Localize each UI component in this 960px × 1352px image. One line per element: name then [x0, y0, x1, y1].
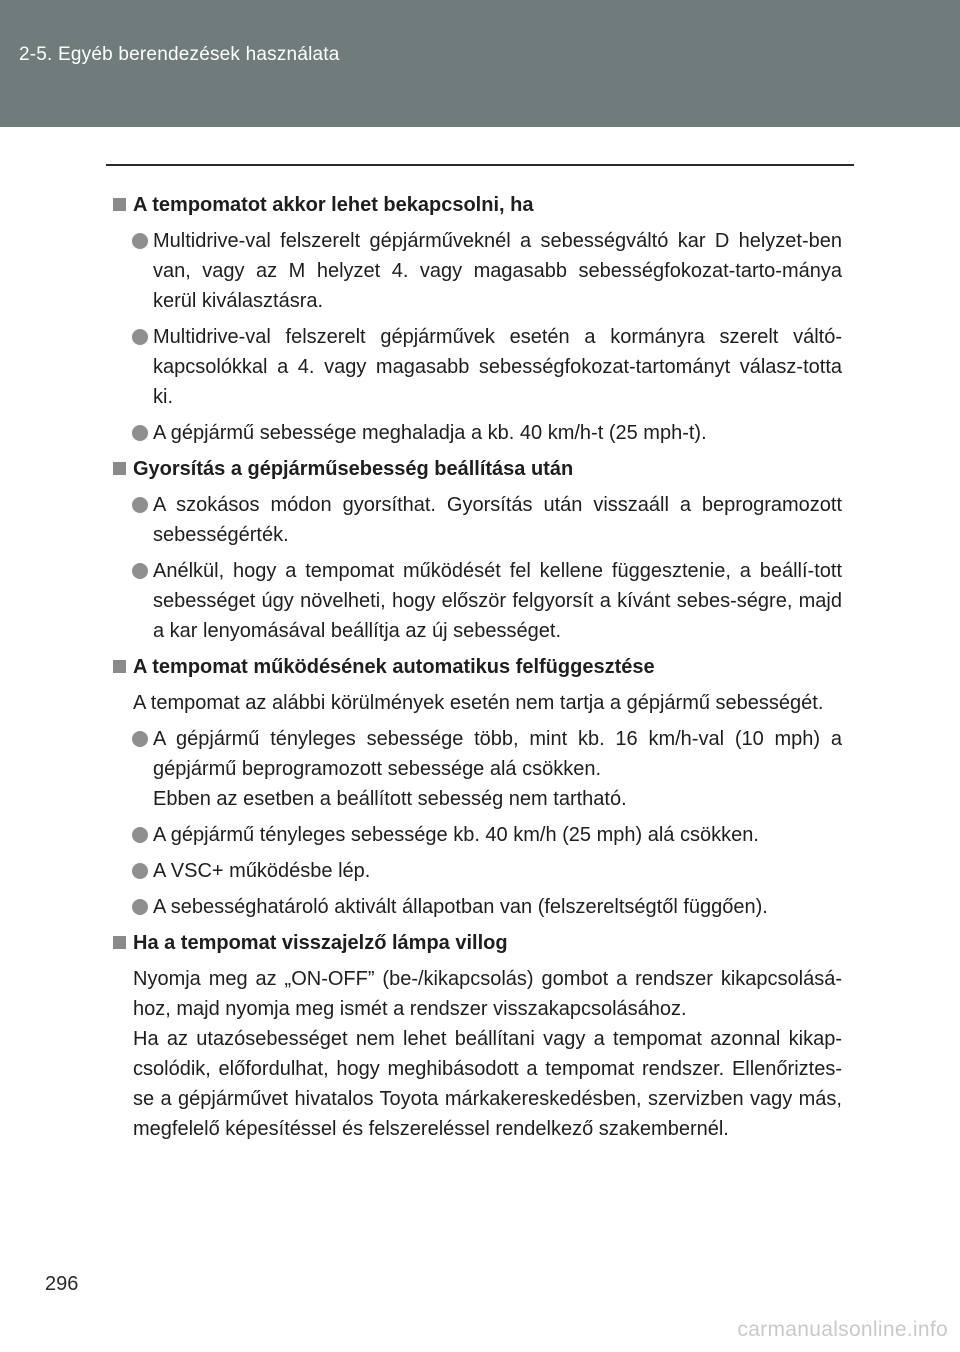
list-item-text: A gépjármű tényleges sebessége több, mint kb. 16 km/h-val (10 mph) a gépjármű beprogramozott sebessége alá csökken.: [153, 728, 842, 780]
paragraph-text: Ha az utazósebességet nem lehet beállítani vagy a tempomat azonnal kikap-csolódik, előfordulhat, hogy meghibásodott a tempomat rendszer. Ellenőriztes-se a gépjárművet hivatalos Toyota márkakereskedésben, szervizben vagy más, megfelelő képesítéssel és felszereléssel rendelkező szakembernél.: [133, 1028, 842, 1140]
main-content: [112, 190, 842, 1150]
list-item-note: Ebben az esetben a beállított sebesség nem tartható.: [153, 788, 627, 810]
square-bullet-icon: [113, 936, 126, 949]
round-bullet-icon: [132, 863, 148, 879]
list-item-text: A szokásos módon gyorsíthat. Gyorsítás után visszaáll a beprogramozott sebességérték.: [153, 494, 842, 546]
heading-text: A tempomatot akkor lehet bekapcsolni, ha: [133, 194, 534, 216]
list-item: [112, 724, 842, 814]
list-item: [112, 556, 842, 646]
heading-text: Gyorsítás a gépjárműsebesség beállítása után: [133, 458, 574, 480]
square-bullet-icon: [113, 198, 126, 211]
square-bullet-icon: [113, 462, 126, 475]
square-bullet-icon: [113, 660, 126, 673]
list-item: [112, 418, 842, 448]
heading-text: Ha a tempomat visszajelző lámpa villog: [133, 932, 508, 954]
list-item-text: A gépjármű tényleges sebessége kb. 40 km/h (25 mph) alá csökken.: [153, 824, 759, 846]
section-title: 2-5. Egyéb berendezések használata: [19, 44, 340, 65]
list-item-text: A gépjármű sebessége meghaladja a kb. 40 km/h-t (25 mph-t).: [153, 422, 707, 444]
round-bullet-icon: [132, 899, 148, 915]
body-paragraph: [112, 964, 842, 1144]
watermark: carmanualsonline.info: [737, 1318, 948, 1341]
round-bullet-icon: [132, 425, 148, 441]
list-item-text: Anélkül, hogy a tempomat működését fel kellene függesztenie, a beállí-tott sebességet úgy növelheti, hogy először felgyorsít a kívánt sebes-ségre, majd a kar lenyomásával beállítja az új sebességet.: [153, 560, 842, 642]
list-item: [112, 856, 842, 886]
section-heading: [112, 652, 842, 682]
round-bullet-icon: [132, 563, 148, 579]
list-item-text: A VSC+ működésbe lép.: [153, 860, 371, 882]
list-item: [112, 892, 842, 922]
round-bullet-icon: [132, 329, 148, 345]
section-heading: [112, 928, 842, 958]
round-bullet-icon: [132, 497, 148, 513]
paragraph-text: Nyomja meg az „ON-OFF” (be-/kikapcsolás) gombot a rendszer kikapcsolásá-hoz, majd nyomja meg ismét a rendszer visszakapcsolásához.: [133, 968, 842, 1020]
round-bullet-icon: [132, 233, 148, 249]
round-bullet-icon: [132, 827, 148, 843]
section-heading: [112, 454, 842, 484]
heading-text: A tempomat működésének automatikus felfüggesztése: [133, 656, 655, 678]
divider-rule: [106, 164, 854, 166]
page-number: 296: [45, 1273, 79, 1295]
list-item-text: Multidrive-val felszerelt gépjárműveknél a sebességváltó kar D helyzet-ben van, vagy az M helyzet 4. vagy magasabb sebességfokozat-tarto-mánya kerül kiválasztásra.: [153, 230, 842, 312]
page-header: [0, 0, 960, 127]
intro-paragraph: A tempomat az alábbi körülmények esetén nem tartja a gépjármű sebességét.: [133, 692, 824, 714]
list-item-text: A sebességhatároló aktivált állapotban van (felszereltségtől függően).: [153, 896, 768, 918]
section-heading: [112, 190, 842, 220]
list-item: [112, 322, 842, 412]
list-item: [112, 226, 842, 316]
list-item-text: Multidrive-val felszerelt gépjárművek esetén a kormányra szerelt váltó-kapcsolókkal a 4. vagy magasabb sebességfokozat-tartományt válasz-totta ki.: [153, 326, 842, 408]
round-bullet-icon: [132, 731, 148, 747]
list-item: [112, 490, 842, 550]
list-item: [112, 820, 842, 850]
